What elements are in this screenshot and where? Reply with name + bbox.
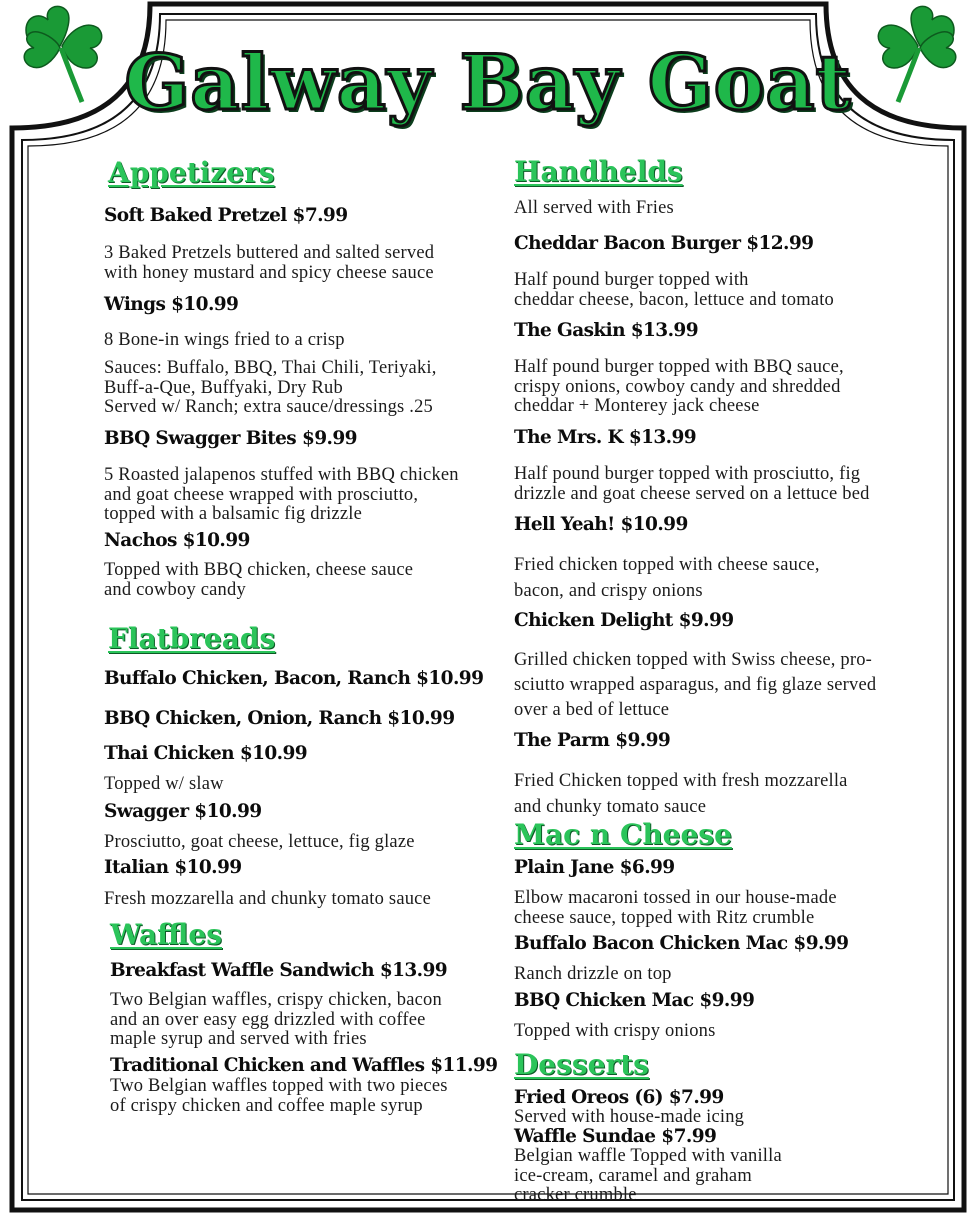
item-name: Hell Yeah! $10.99 bbox=[514, 514, 688, 535]
item-description: Half pound burger topped with prosciutto, fig drizzle and goat cheese served on a lettuce bed bbox=[514, 464, 870, 504]
item-description: Fresh mozzarella and chunky tomato sauce bbox=[104, 889, 432, 909]
item-description: Served with house-made icing bbox=[514, 1107, 745, 1127]
item-description: Elbow macaroni tossed in our house-made cheese sauce, topped with Ritz crumble bbox=[514, 888, 837, 928]
item-name: BBQ Chicken, Onion, Ranch $10.99 bbox=[104, 708, 455, 729]
item-description: Topped with BBQ chicken, cheese sauce and cowboy candy bbox=[104, 560, 414, 600]
item-name: The Mrs. K $13.99 bbox=[514, 427, 697, 448]
item-name: Plain Jane $6.99 bbox=[514, 857, 675, 878]
item-description: Topped w/ slaw bbox=[104, 774, 224, 794]
restaurant-title: Galway Bay Goat bbox=[124, 38, 852, 127]
item-name: Fried Oreos (6) $7.99 bbox=[514, 1087, 724, 1108]
item-name: BBQ Swagger Bites $9.99 bbox=[104, 428, 357, 449]
item-name: BBQ Chicken Mac $9.99 bbox=[514, 990, 755, 1011]
item-description: 8 Bone-in wings fried to a crisp bbox=[104, 330, 345, 350]
section-subtitle: All served with Fries bbox=[514, 198, 674, 218]
item-name: Swagger $10.99 bbox=[104, 801, 262, 822]
section-title-flatbreads: Flatbreads bbox=[108, 622, 276, 655]
item-name: Italian $10.99 bbox=[104, 857, 242, 878]
section-title-waffles: Waffles bbox=[110, 918, 222, 951]
item-description: Two Belgian waffles topped with two pieces of crispy chicken and coffee maple syrup bbox=[110, 1076, 448, 1116]
item-name: Thai Chicken $10.99 bbox=[104, 743, 308, 764]
item-description: 5 Roasted jalapenos stuffed with BBQ chicken and goat cheese wrapped with prosciutto, topped with a balsamic fig drizzle bbox=[104, 465, 459, 524]
item-name: Waffle Sundae $7.99 bbox=[514, 1126, 717, 1147]
item-name: Soft Baked Pretzel $7.99 bbox=[104, 205, 348, 226]
item-description: Topped with crispy onions bbox=[514, 1021, 716, 1041]
item-description: 3 Baked Pretzels buttered and salted served with honey mustard and spicy cheese sauce bbox=[104, 243, 435, 283]
item-name: Wings $10.99 bbox=[104, 294, 239, 315]
item-description: Sauces: Buffalo, BBQ, Thai Chili, Teriyaki, Buff-a-Que, Buffyaki, Dry Rub Served w/ Ranch; extra sauce/dressings .25 bbox=[104, 358, 437, 417]
item-description: Half pound burger topped with BBQ sauce, crispy onions, cowboy candy and shredded cheddar + Monterey jack cheese bbox=[514, 357, 844, 416]
item-name: The Gaskin $13.99 bbox=[514, 320, 698, 341]
item-name: Nachos $10.99 bbox=[104, 530, 250, 551]
item-name: The Parm $9.99 bbox=[514, 730, 671, 751]
item-name: Buffalo Bacon Chicken Mac $9.99 bbox=[514, 933, 849, 954]
section-title-handhelds: Handhelds bbox=[514, 155, 683, 188]
item-description: Ranch drizzle on top bbox=[514, 964, 672, 984]
section-title-appetizers: Appetizers bbox=[108, 156, 275, 189]
item-description: Fried Chicken topped with fresh mozzarella and chunky tomato sauce bbox=[514, 771, 848, 817]
item-name: Breakfast Waffle Sandwich $13.99 bbox=[110, 960, 448, 981]
item-description: Belgian waffle Topped with vanilla ice-cream, caramel and graham cracker crumble bbox=[514, 1146, 782, 1205]
item-description: Two Belgian waffles, crispy chicken, bacon and an over easy egg drizzled with coffee maple syrup and served with fries bbox=[110, 990, 442, 1049]
item-name: Buffalo Chicken, Bacon, Ranch $10.99 bbox=[104, 668, 484, 689]
item-description: Prosciutto, goat cheese, lettuce, fig glaze bbox=[104, 832, 415, 852]
item-name: Cheddar Bacon Burger $12.99 bbox=[514, 233, 814, 254]
section-title-desserts: Desserts bbox=[514, 1048, 649, 1081]
section-title-mac-n-cheese: Mac n Cheese bbox=[514, 818, 732, 851]
item-name: Traditional Chicken and Waffles $11.99 bbox=[110, 1055, 498, 1076]
item-description: Grilled chicken topped with Swiss cheese, pro- sciutto wrapped asparagus, and fig glaze served over a bed of lettuce bbox=[514, 650, 877, 720]
item-description: Half pound burger topped with cheddar cheese, bacon, lettuce and tomato bbox=[514, 270, 834, 310]
item-name: Chicken Delight $9.99 bbox=[514, 610, 734, 631]
item-description: Fried chicken topped with cheese sauce, bacon, and crispy onions bbox=[514, 555, 820, 601]
